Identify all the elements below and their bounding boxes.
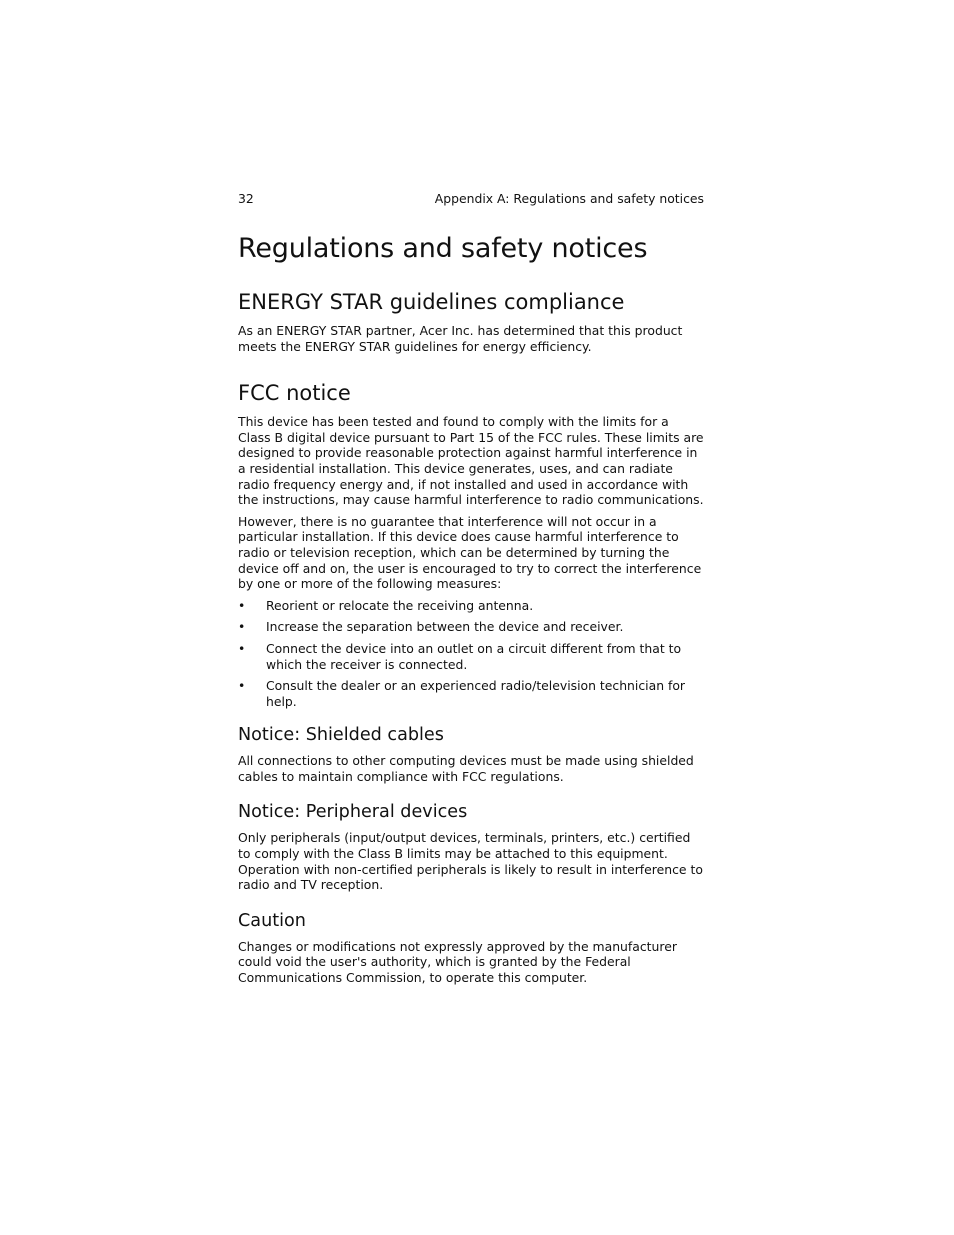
caution-section — [238, 909, 704, 986]
shielded-cables-section — [238, 723, 704, 784]
energy-star-body: As an ENERGY STAR partner, Acer Inc. has determined that this product meets the ENERGY STAR guidelines for energy efficiency. — [238, 323, 683, 354]
list-item — [238, 678, 704, 709]
caution-heading: Caution — [238, 910, 306, 931]
list-item-text: Reorient or relocate the receiving antenna. — [266, 597, 534, 613]
shielded-cables-heading: Notice: Shielded cables — [238, 725, 444, 746]
list-item-text: Connect the device into an outlet on a circuit different from that to which the receiver is connected. — [266, 640, 682, 672]
bullet: • — [238, 640, 246, 656]
page-title: Regulations and safety notices — [238, 233, 648, 264]
fcc-heading: FCC notice — [238, 381, 351, 406]
list-item-text: Consult the dealer or an experienced radio/television technician for help. — [266, 678, 686, 709]
fcc-section — [238, 379, 704, 709]
list-item — [238, 598, 704, 614]
bullet: • — [238, 678, 246, 694]
running-title: Appendix A: Regulations and safety notices — [434, 191, 704, 206]
energy-star-heading: ENERGY STAR guidelines compliance — [238, 290, 625, 314]
peripheral-devices-body: Only peripherals (input/output devices, terminals, printers, etc.) certified to comply with the Class B limits may be attached to this equipment. Operation with non-certified peripherals is likely to result in interference to radio and TV reception. — [238, 830, 703, 893]
fcc-paragraph-2: However, there is no guarantee that interference will not occur in a particular installation. If this device does cause harmful interference to radio or television reception, which can be determined by turning the device off and on, the user is encouraged to try to correct the interference by one or more of the following measures: — [238, 513, 702, 592]
shielded-cables-body: All connections to other computing devices must be made using shielded cables to maintain compliance with FCC regulations. — [238, 753, 694, 784]
list-item-text: Increase the separation between the device and receiver. — [266, 619, 624, 635]
bullet: • — [238, 619, 246, 635]
running-header — [238, 190, 704, 208]
document-page — [238, 190, 704, 986]
list-item — [238, 641, 704, 672]
bullet: • — [238, 597, 246, 613]
energy-star-section — [238, 288, 704, 354]
fcc-measures-list — [238, 598, 704, 710]
fcc-paragraph-1: This device has been tested and found to comply with the limits for a Class B digital device pursuant to Part 15 of the FCC rules. These limits are designed to provide reasonable protection against harmful interference in a residential installation. This device generates, uses, and can radiate radio frequency energy and, if not installed and used in accordance with the instructions, may cause harmful interference to radio communications. — [238, 414, 704, 508]
caution-body: Changes or modifications not expressly approved by the manufacturer could void the user's authority, which is granted by the Federal Communications Commission, to operate this computer. — [238, 938, 677, 986]
page-number: 32 — [238, 191, 254, 206]
peripheral-devices-section — [238, 800, 704, 892]
list-item — [238, 619, 704, 635]
peripheral-devices-heading: Notice: Peripheral devices — [238, 802, 468, 823]
